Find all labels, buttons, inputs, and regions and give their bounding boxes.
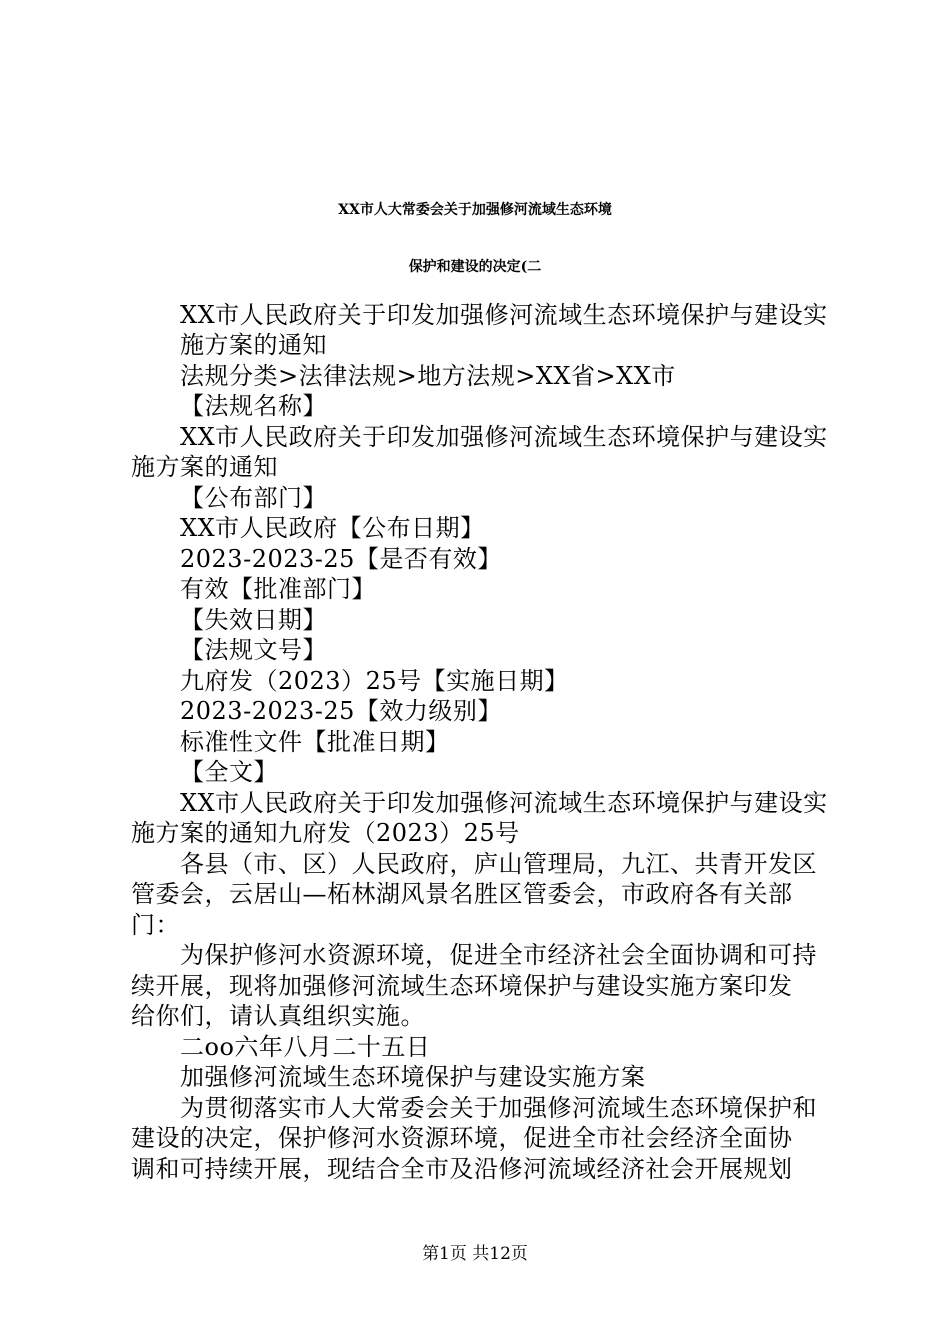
full-text-title-line-1: XX市人民政府关于印发加强修河流域生态环境保护与建设实 <box>180 789 828 817</box>
body-paragraph-1-line-3: 给你们，请认真组织实施。 <box>131 1002 425 1030</box>
body-paragraph-2-line-3: 调和可持续开展，现结合全市及沿修河流域经济社会开展规划 <box>131 1155 793 1183</box>
body-paragraph-1-line-1: 为保护修河水资源环境，促进全市经济社会全面协调和可持 <box>180 941 817 969</box>
regulation-name-label: 【法规名称】 <box>180 392 327 420</box>
expiry-date-label: 【失效日期】 <box>180 606 327 634</box>
regulation-name-line-1: XX市人民政府关于印发加强修河流域生态环境保护与建设实 <box>180 423 828 451</box>
document-title-line-2: 保护和建设的决定(二 <box>408 259 542 275</box>
full-text-label: 【全文】 <box>180 758 278 786</box>
recipients-line-2: 管委会，云居山—柘林湖风景名胜区管委会，市政府各有关部 <box>131 880 793 908</box>
plan-title: 加强修河流域生态环境保护与建设实施方案 <box>180 1063 646 1091</box>
recipients-line-3: 门： <box>131 911 180 939</box>
notice-title-line-1: XX市人民政府关于印发加强修河流域生态环境保护与建设实 <box>180 301 828 329</box>
notice-title-line-2: 施方案的通知 <box>180 331 327 359</box>
implementation-date-value: 2023-2023-25【效力级别】 <box>180 697 502 725</box>
publishing-department-value: XX市人民政府【公布日期】 <box>180 514 485 542</box>
document-title-line-1: XX市人大常委会关于加强修河流域生态环境 <box>338 202 612 218</box>
publish-date-value: 2023-2023-25【是否有效】 <box>180 545 502 573</box>
body-paragraph-2-line-2: 建设的决定，保护修河水资源环境，促进全市社会经济全面协 <box>131 1124 793 1152</box>
validity-value: 有效【批准部门】 <box>180 575 376 603</box>
page-footer: 第1页 共12页 <box>422 1244 528 1264</box>
publishing-department-label: 【公布部门】 <box>180 484 327 512</box>
body-paragraph-1-line-2: 续开展，现将加强修河流域生态环境保护与建设实施方案印发 <box>131 972 793 1000</box>
regulation-category: 法规分类>法律法规>地方法规>XX省>XX市 <box>180 362 676 390</box>
regulation-name-line-2: 施方案的通知 <box>131 453 278 481</box>
body-paragraph-2-line-1: 为贯彻落实市人大常委会关于加强修河流域生态环境保护和 <box>180 1094 817 1122</box>
effect-level-value: 标准性文件【批准日期】 <box>180 728 450 756</box>
document-number-label: 【法规文号】 <box>180 636 327 664</box>
recipients-line-1: 各县（市、区）人民政府，庐山管理局，九江、共青开发区 <box>180 850 817 878</box>
full-text-title-line-2: 施方案的通知九府发（2023）25号 <box>131 819 520 847</box>
issue-date: 二oo六年八月二十五日 <box>180 1033 431 1061</box>
document-number-value: 九府发（2023）25号【实施日期】 <box>180 667 569 695</box>
